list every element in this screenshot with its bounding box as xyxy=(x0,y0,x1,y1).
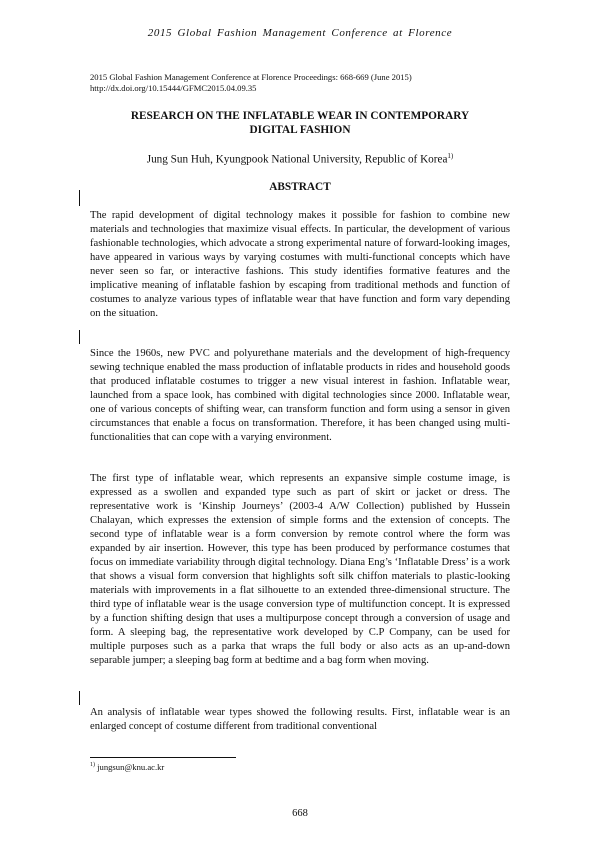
page-number: 668 xyxy=(292,808,308,819)
footnote-divider xyxy=(90,757,236,758)
title-line-2: DIGITAL FASHION xyxy=(249,124,351,136)
paper-title xyxy=(90,109,510,137)
abstract-paragraph-4: An analysis of inflatable wear types showed the following results. First, inflatable wear is an enlarged concept of costume different from traditional conventional xyxy=(90,707,510,732)
change-bar xyxy=(79,330,80,344)
author-text: Jung Sun Huh, Kyungpook National University, Republic of Korea xyxy=(146,153,448,166)
abstract-paragraph-3: The first type of inflatable wear, which represents an expansive simple costume image, is expressed as a swollen and expanded type such as part of skirt or jacket or dress. The representative work is ‘Kinship Journeys’ (2003-4 A/W Collection) published by Hussein Chalayan, which expresses the extension of simple forms and the extension of concepts. The second type of inflatable wear is a form conversion by remote control where the form was expanded by air insertion. However, this type has been produced by performance costumes that focus on immediate variability through digital technology. Diana Eng’s ‘Inflatable Dress’ is a work that shows a visual form conversion that highlights soft silk chiffon materials to plastic-looking materials with improvements in a flat silhouette to an extended three-dimensional structure. The third type of inflatable wear is the usage conversion type of multifunction concept. It is expressed by a function shifting design that uses a multipurpose concept through a conversion of usage and form. A sleeping bag, the representative work developed by C.P Company, can be used for multiple purposes such as a parka that wraps the full body or also acts as an up-and-down separable jumper; a sleeping bag form at bedtime and a bag form when moving. xyxy=(90,473,510,666)
running-head: 2015 Global Fashion Management Conference at Florence xyxy=(147,27,453,39)
abstract-paragraph-1: The rapid development of digital technology makes it possible for fashion to combine new materials and technologies that maximize visual effects. In particular, the development of various fashionable technologies, which advocate a strong experimental nature of forward-looking images, have appeared in various ways by varying costumes with multi-functional concepts which have never seen so far, or interactive fashions. This study identifies formative features and the implicative meaning of inflatable fashion by escaping from traditional methods and function of costumes to analyze various types of inflatable wear that have function and form vary depending on the situation. xyxy=(90,210,510,319)
footnote xyxy=(90,762,164,772)
footnote-mark: 1) xyxy=(90,762,95,769)
proceedings-citation: 2015 Global Fashion Management Conference at Florence Proceedings: 668-669 (June 2015) xyxy=(90,72,412,82)
author-footnote-mark: 1) xyxy=(447,152,454,160)
abstract-heading: ABSTRACT xyxy=(269,181,331,193)
title-line-1: RESEARCH ON THE INFLATABLE WEAR IN CONTEMPORARY xyxy=(130,110,470,122)
change-bar xyxy=(79,190,80,206)
proceedings-info xyxy=(90,72,520,94)
footnote-email: jungsun@knu.ac.kr xyxy=(97,762,165,772)
abstract-paragraph-2: Since the 1960s, new PVC and polyurethane materials and the development of high-frequency sewing technique enabled the mass production of inflatable products in rides and household goods that produced inflatable costumes to trigger a new visual interest in fashion. Inflatable wear, launched from a space look, has combined with digital technologies since 2000. Inflatable wear, one of various concepts of shifting wear, can transform function and form using a sensor in given circumstances that enable a focus on transformation. Therefore, it has been changed using multi-functionalities that can cope with a varying environment. xyxy=(90,348,510,443)
doi-link[interactable]: http://dx.doi.org/10.15444/GFMC2015.04.09.35 xyxy=(90,83,257,93)
change-bar xyxy=(79,691,80,705)
author-line xyxy=(90,152,510,166)
